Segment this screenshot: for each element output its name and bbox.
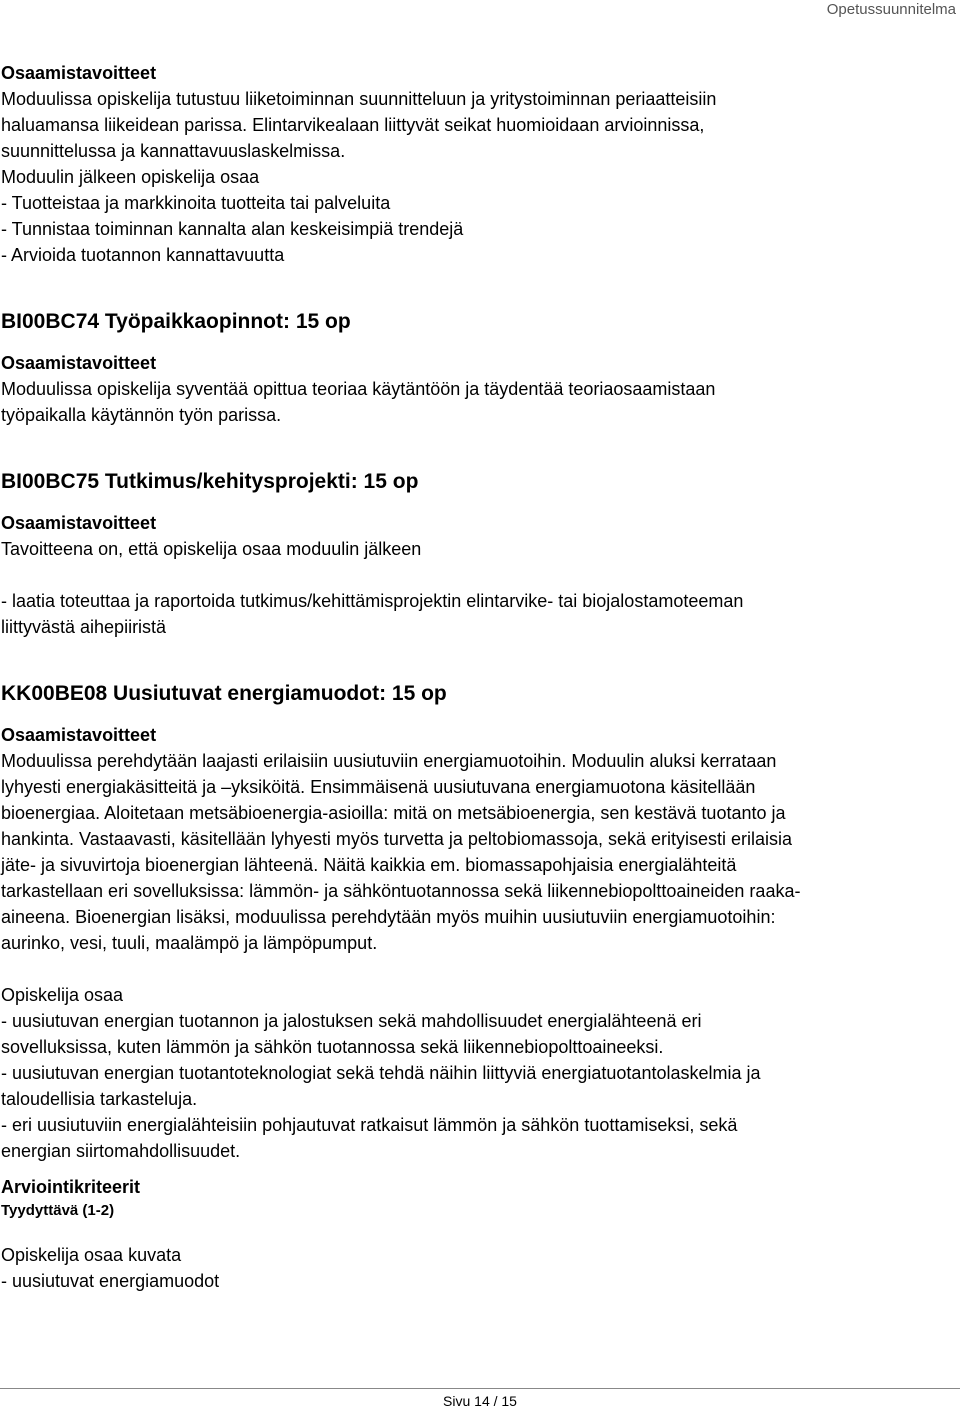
module-bi00bc74 [1,308,951,428]
paragraph-line: suunnittelussa ja kannattavuuslaskelmissa. [1,141,346,161]
spacer [1,428,951,468]
spacer [1,956,951,982]
module-title: BI00BC74 Työpaikkaopinnot: 15 op [1,310,351,333]
skill-line: taloudellisia tarkasteluja. [1,1089,198,1109]
paragraph-line: bioenergiaa. Aloitetaan metsäbioenergia-asioilla: mitä on metsäbioenergia, sen kestävä tuotanto ja [1,803,786,823]
skill-line: - uusiutuvan energian tuotantoteknologiat sekä tehdä näihin liittyviä energiatuotantolaskelmia ja [1,1063,761,1083]
skill-item: - Arvioida tuotannon kannattavuutta [1,245,285,265]
module-title: KK00BE08 Uusiutuvat energiamuodot: 15 op [1,682,447,705]
module-title: BI00BC75 Tutkimus/kehitysprojekti: 15 op [1,470,419,493]
module-kk00be08 [1,680,951,1294]
section-heading: Osaamistavoitteet [1,725,157,745]
module-bi00bc75 [1,468,951,640]
section-heading: Osaamistavoitteet [1,513,157,533]
paragraph-line: aineena. Bioenergian lisäksi, moduulissa perehdytään myös muihin uusiutuviin energiamuotoihin: [1,907,776,927]
skill-line: - eri uusiutuviin energialähteisiin pohjautuvat ratkaisut lämmön ja sähkön tuottamiseksi, sekä [1,1115,738,1135]
grade-line: - uusiutuvat energiamuodot [1,1271,220,1291]
footer-divider [0,1388,960,1389]
paragraph-line: Moduulissa perehdytään laajasti erilaisiin uusiutuviin energiamuotoihin. Moduulin aluksi kerrataan [1,751,777,771]
paragraph-line: Moduulissa opiskelija tutustuu liiketoiminnan suunnitteluun ja yritystoiminnan periaatteisiin [1,89,717,109]
spacer [1,1164,951,1174]
spacer [1,268,951,308]
paragraph-line: aurinko, vesi, tuuli, maalämpö ja lämpöpumput. [1,933,378,953]
page-content [1,60,951,1294]
paragraph-line: haluamansa liikeidean parissa. Elintarvikealaan liittyvät seikat huomioidaan arvioinnissa, [1,115,705,135]
paragraph-line: työpaikalla käytännön työn parissa. [1,405,282,425]
spacer [1,640,951,680]
section-heading: Osaamistavoitteet [1,63,157,83]
skill-item: - Tuotteistaa ja markkinoita tuotteita tai palveluita [1,193,391,213]
paragraph-line: lyhyesti energiakäsitteitä ja –yksiköitä. Ensimmäisenä uusiutuvana energiamuotona käsitellään [1,777,756,797]
paragraph-line: Tavoitteena on, että opiskelija osaa moduulin jälkeen [1,539,422,559]
spacer [1,1222,951,1242]
skill-line: sovelluksissa, kuten lämmön ja sähkön tuotannossa sekä liikennebiopolttoaineeksi. [1,1037,664,1057]
running-header: Opetussuunnitelma [826,1,956,18]
paragraph-line: Moduulissa opiskelija syventää opittua teoriaa käytäntöön ja täydentää teoriaosaamistaan [1,379,716,399]
criteria-heading: Arviointikriteerit [1,1177,141,1197]
spacer [1,708,951,722]
section-heading: Osaamistavoitteet [1,353,157,373]
spacer [1,562,951,588]
skills-intro: Moduulin jälkeen opiskelija osaa [1,167,260,187]
paragraph-line: liittyvästä aihepiiristä [1,617,167,637]
skills-intro: Opiskelija osaa [1,985,124,1005]
paragraph-line: hankinta. Vastaavasti, käsitellään lyhyesti myös turvetta ja peltobiomassoja, sekä erityisesti erilaisia [1,829,793,849]
paragraph-line: jäte- ja sivuvirtoja bioenergian lähteenä. Näitä kaikkia em. biomassapohjaisia energialähteitä [1,855,737,875]
skill-line: - uusiutuvan energian tuotannon ja jalostuksen sekä mahdollisuudet energialähteenä eri [1,1011,702,1031]
grade-heading: Tyydyttävä (1-2) [1,1202,115,1219]
skill-item: - Tunnistaa toiminnan kannalta alan keskeisimpiä trendejä [1,219,464,239]
spacer [1,336,951,350]
skill-line: energian siirtomahdollisuudet. [1,1141,241,1161]
spacer [1,496,951,510]
grade-intro: Opiskelija osaa kuvata [1,1245,182,1265]
paragraph-line: - laatia toteuttaa ja raportoida tutkimus/kehittämisprojektin elintarvike- tai biojalostamoteeman [1,591,744,611]
page-number: Sivu 14 / 15 [443,1393,517,1409]
intro-section [1,60,951,268]
paragraph-line: tarkastellaan eri sovelluksissa: lämmön- ja sähköntuotannossa sekä liikennebiopolttoaineiden raaka- [1,881,801,901]
